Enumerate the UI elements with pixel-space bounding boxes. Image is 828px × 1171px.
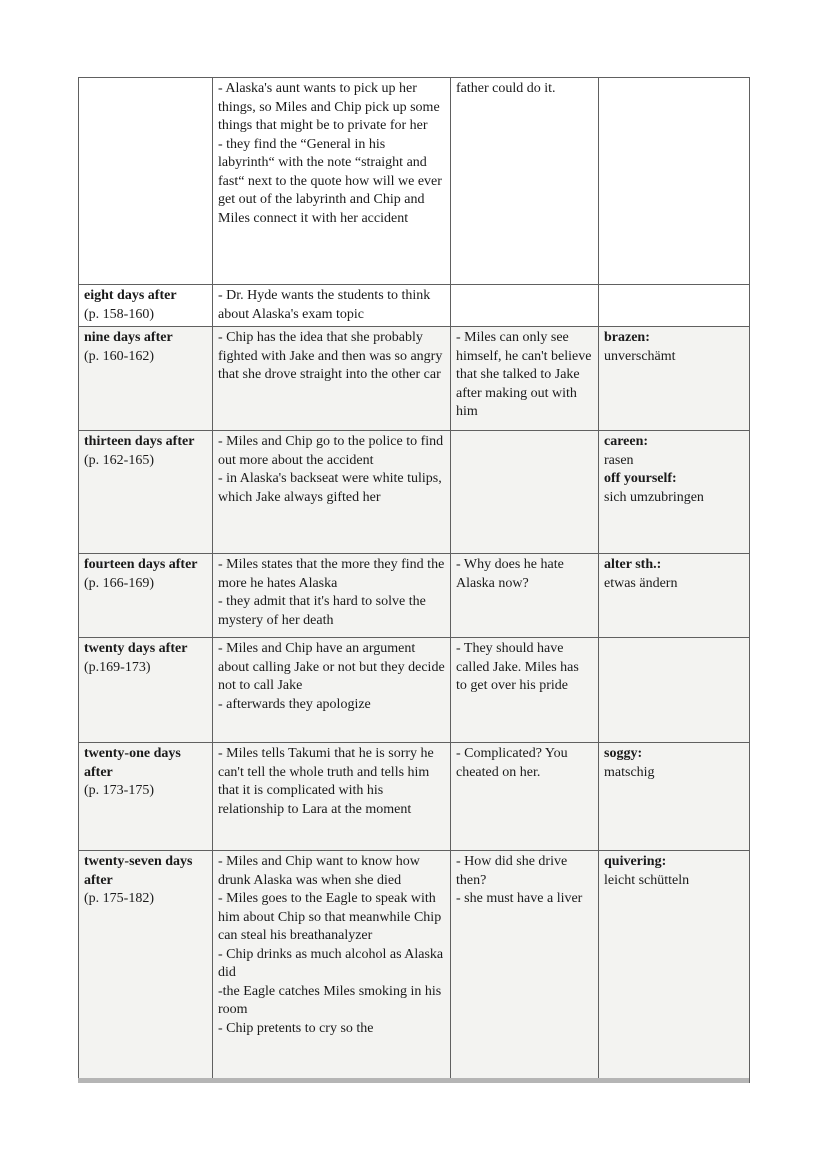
comments-cell: father could do it. (451, 78, 599, 285)
vocab-cell: soggy: matschig (599, 743, 750, 851)
table-clip-region (78, 77, 750, 1083)
time-cell: twenty days after (p.169-173) (79, 638, 213, 743)
table-body (79, 78, 750, 1084)
vocab-cell: quivering: leicht schütteln (599, 851, 750, 1084)
vocab-cell (599, 78, 750, 285)
table-row (79, 431, 750, 554)
page-break-cut-edge (78, 1078, 749, 1083)
vocab-cell: brazen: unverschämt (599, 327, 750, 431)
comments-cell: - Why does he hate Alaska now? (451, 554, 599, 638)
plot-cell: - Miles and Chip want to know how drunk Alaska was when she died - Miles goes to the Eagle to speak with him about Chip so that meanwhile Chip can steal his breathanalyzer - Chip drinks as much alcohol as Alaska did -the Eagle catches Miles smoking in his room - Chip pretents to cry so the (213, 851, 451, 1084)
plot-cell: - Miles tells Takumi that he is sorry he can't tell the whole truth and tells him that it is complicated with his relationship to Lara at the moment (213, 743, 451, 851)
time-cell: fourteen days after (p. 166-169) (79, 554, 213, 638)
table-row (79, 638, 750, 743)
plot-cell: - Miles and Chip go to the police to find out more about the accident - in Alaska's backseat were white tulips, which Jake always gifted her (213, 431, 451, 554)
plot-cell: - Alaska's aunt wants to pick up her things, so Miles and Chip pick up some things that might be to private for her - they find the “General in his labyrinth“ with the note “straight and fast“ next to the quote how will we ever get out of the labyrinth and Chip and Miles connect it with her accident (213, 78, 451, 285)
table-row (79, 78, 750, 285)
plot-cell: - Dr. Hyde wants the students to think about Alaska's exam topic (213, 285, 451, 327)
table-row (79, 285, 750, 327)
table-row (79, 327, 750, 431)
table-row (79, 743, 750, 851)
comments-cell: - Complicated? You cheated on her. (451, 743, 599, 851)
comments-cell: - Miles can only see himself, he can't believe that she talked to Jake after making out with him (451, 327, 599, 431)
comments-cell: - They should have called Jake. Miles has to get over his pride (451, 638, 599, 743)
vocab-cell (599, 285, 750, 327)
vocab-cell: alter sth.: etwas ändern (599, 554, 750, 638)
comments-cell: - How did she drive then? - she must have a liver (451, 851, 599, 1084)
plot-cell: - Miles and Chip have an argument about calling Jake or not but they decide not to call Jake - afterwards they apologize (213, 638, 451, 743)
plot-cell: - Miles states that the more they find the more he hates Alaska - they admit that it's hard to solve the mystery of her death (213, 554, 451, 638)
vocab-cell: careen: rasen off yourself: sich umzubringen (599, 431, 750, 554)
vocab-cell (599, 638, 750, 743)
time-cell: thirteen days after (p. 162-165) (79, 431, 213, 554)
comments-cell (451, 431, 599, 554)
plot-cell: - Chip has the idea that she probably fighted with Jake and then was so angry that she drove straight into the other car (213, 327, 451, 431)
time-cell: eight days after (p. 158-160) (79, 285, 213, 327)
table-row (79, 554, 750, 638)
reading-log-table (78, 77, 750, 1083)
table-row (79, 851, 750, 1084)
time-cell: nine days after (p. 160-162) (79, 327, 213, 431)
time-cell: twenty-one days after (p. 173-175) (79, 743, 213, 851)
time-cell (79, 78, 213, 285)
comments-cell (451, 285, 599, 327)
time-cell: twenty-seven days after (p. 175-182) (79, 851, 213, 1084)
